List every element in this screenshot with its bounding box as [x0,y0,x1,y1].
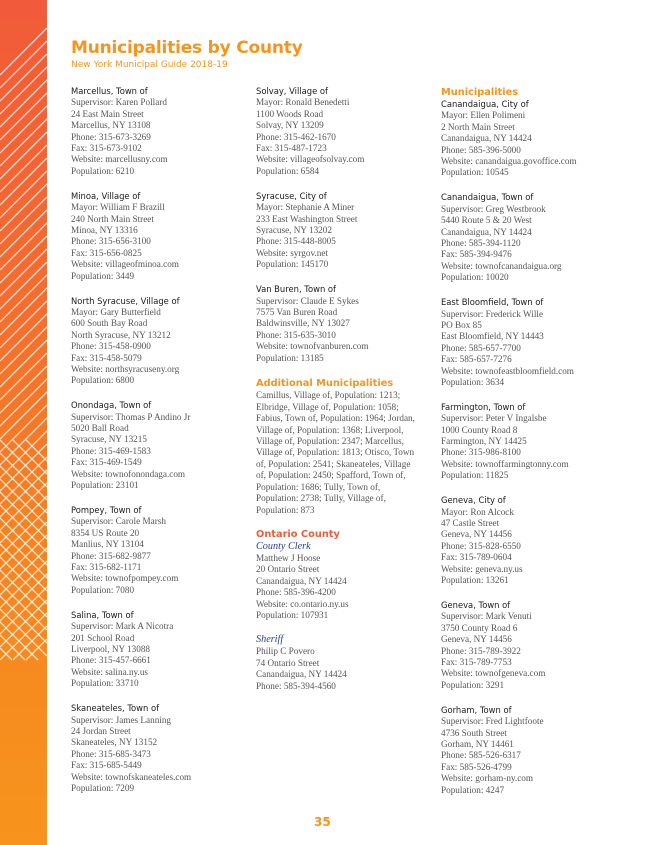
directory-entry [256,191,426,271]
entry-detail-line: Marcellus, NY 13108 [71,120,151,131]
entry-detail-line: 1100 Woods Road [256,108,324,119]
entry-detail-line: Website: townofpompey.com [71,573,179,584]
entry-detail-line: Website: townofskaneateles.com [71,771,192,782]
entry-name: Skaneateles, Town of [71,703,160,714]
directory-entry [71,191,241,282]
sheriff-line: 74 Ontario Street [256,657,320,668]
entry-detail-line: Mayor: Stephanie A Miner [256,202,355,213]
entry-detail-line: Fax: 315-656-0825 [71,247,142,258]
entry-detail-line: 47 Castle Street [441,518,500,528]
entry-detail-line: Supervisor: Karen Pollard [71,97,167,108]
column-3 [441,86,621,809]
entry-detail-line: Phone: 315-789-3922 [441,645,521,656]
entry-name: East Bloomfield, Town of [441,297,544,308]
entry-detail-line: 24 East Main Street [71,108,144,119]
entry-name: Canandaigua, City of [441,99,529,109]
entry-detail-line: Fax: 315-685-5449 [71,760,142,771]
directory-entry [71,86,241,177]
entry-detail-line: East Bloomfield, NY 14443 [441,331,544,342]
entry-detail-line: Website: salina.ny.us [71,666,148,677]
entry-detail-line: Population: 4247 [441,784,505,795]
entry-name: Syracuse, City of [256,190,327,201]
entry-name: Geneva, Town of [441,599,511,610]
entry-detail-line: 240 North Main Street [71,213,154,224]
entry-name: Minoa, Village of [71,190,141,201]
entry-name: Marcellus, Town of [71,86,148,96]
entry-detail-line: Phone: 315-682-9877 [71,550,151,561]
directory-entry [441,99,621,179]
entry-detail-line: Solvay, NY 13209 [256,120,324,131]
entry-detail-line: Phone: 315-986-8100 [441,447,521,458]
entry-detail-line: Fax: 315-673-9102 [71,143,142,154]
entry-detail-line: Farmington, NY 14425 [441,436,527,447]
entry-detail-line: Population: 13185 [256,352,324,363]
entry-detail-line: Population: 33710 [71,678,139,689]
county-clerk-line: Matthew J Hoose [256,552,321,563]
entry-name: North Syracuse, Village of [71,295,180,306]
entry-detail-line: Fax: 585-526-4799 [441,761,512,772]
entry-detail-line: North Syracuse, NY 13212 [71,329,171,340]
entry-detail-line: Baldwinsville, NY 13027 [256,318,350,329]
decorative-side-band [0,0,47,845]
entry-detail-line: Canandaigua, NY 14424 [441,133,532,144]
entry-name: Solvay, Village of [256,86,328,96]
entry-detail-line: Gorham, NY 14461 [441,738,514,749]
entry-detail-line: Supervisor: Claude E Sykes [256,295,359,306]
entry-name: Canandaigua, Town of [441,192,534,203]
directory-entry [256,284,426,364]
directory-entry [71,400,241,491]
county-clerk-line: Website: co.ontario.ny.us [256,598,349,609]
entry-detail-line: Supervisor: Carole Marsh [71,516,166,527]
entry-detail-line: Fax: 315-458-5079 [71,352,142,363]
entry-detail-line: Fax: 315-682-1171 [71,562,142,573]
page-title: Municipalities by County [71,38,303,58]
entry-detail-line: Population: 11825 [441,470,509,481]
entry-detail-line: Syracuse, NY 13215 [71,434,147,445]
entry-detail-line: 8354 US Route 20 [71,527,140,538]
directory-entry [71,296,241,387]
entry-detail-line: Mayor: Gary Butterfield [71,306,161,317]
county-clerk-details [256,553,426,621]
entry-detail-line: Canandaigua, NY 14424 [441,226,532,237]
municipalities-heading: Municipalities [441,87,519,98]
entry-name: Geneva, City of [441,495,506,506]
entry-detail-line: Supervisor: Peter V Ingalsbe [441,413,547,424]
entry-detail-line: Website: gorham-ny.com [441,773,534,784]
entry-detail-line: Website: villageofsolvay.com [256,154,365,165]
entry-detail-line: Syracuse, NY 13202 [256,224,332,235]
county-clerk-line: Phone: 585-396-4200 [256,587,336,598]
sheriff-line: Canandaigua, NY 14424 [256,669,347,680]
directory-entry [441,495,621,586]
entry-detail-line: 5440 Route 5 & 20 West [441,215,532,226]
entry-detail-line: Mayor: William F Brazill [71,202,165,213]
entry-detail-line: Website: townofcanandaigua.org [441,260,562,271]
entry-detail-line: Website: townofonondaga.com [71,468,186,479]
entry-detail-line: Supervisor: James Lanning [71,714,172,725]
additional-municipalities-heading: Additional Municipalities [256,378,394,390]
entry-detail-line: Phone: 315-458-0900 [71,341,151,352]
column-1 [71,86,241,808]
entry-detail-line: Fax: 585-394-9476 [441,249,512,260]
directory-entry [441,192,621,283]
entry-detail-line: 7575 Van Buren Road [256,306,338,317]
entry-detail-line: 4736 South Street [441,727,507,738]
entry-detail-line: Supervisor: Mark Venuti [441,611,532,622]
entry-detail-line: Website: villageofminoa.com [71,259,179,270]
entry-detail-line: Fax: 315-789-7753 [441,656,512,667]
column-3-entries [441,99,621,796]
entry-detail-line: Supervisor: Frederick Wille [441,308,544,319]
entry-detail-line: Phone: 315-673-3269 [71,131,151,142]
entry-detail-line: Phone: 315-828-6550 [441,540,521,551]
entry-detail-line: 233 East Washington Street [256,213,358,224]
entry-name: Salina, Town of [71,609,134,620]
directory-entry [441,402,621,482]
entry-detail-line: Population: 7080 [71,584,135,595]
entry-detail-line: Liverpool, NY 13088 [71,643,151,654]
directory-entry [441,705,621,796]
entry-detail-line: Fax: 315-789-0604 [441,552,512,563]
entry-detail-line: Population: 10545 [441,167,509,178]
entry-detail-line: Supervisor: Mark A Nicotra [71,621,174,632]
entry-name: Gorham, Town of [441,704,512,715]
entry-detail-line: Website: canandaigua.govoffice.com [441,156,577,167]
entry-name: Onondaga, Town of [71,400,152,411]
directory-entry [71,703,241,794]
entry-detail-line: Mayor: Ronald Benedetti [256,97,350,108]
entry-detail-line: Fax: 315-469-1549 [71,457,142,468]
entry-detail-line: Website: townofeastbloomfield.com [441,365,574,376]
county-clerk-line: 20 Ontario Street [256,564,320,575]
entry-detail-line: Manlius, NY 13104 [71,539,144,550]
sheriff-details [256,646,426,692]
entry-detail-line: Population: 13261 [441,575,509,586]
page-number: 35 [314,815,331,829]
entry-detail-line: Mayor: Ron Alcock [441,506,514,517]
entry-detail-line: Phone: 315-462-1670 [256,131,336,142]
county-clerk-line: Canandaigua, NY 14424 [256,575,347,586]
sheriff-line: Phone: 585-394-4560 [256,680,336,691]
additional-municipalities-text: Camillus, Village of, Population: 1213; Elbridge, Village of, Population: 1058; Fabius, Town of, Population: 1964; Jordan, Village of, Population: 1368; Liverpool, Village of, Population: 2347; Marcellus, Village of, Population: 1813; Otisco, Town of, Population: 2541; Skaneateles, Village of, Population: 2450; Spafford, Town of, Population: 1686; Tully, Town of, Population: 2738; Tully, Village of, Population: 873 [256,390,415,515]
page-subtitle: New York Municipal Guide 2018-19 [71,60,228,70]
entry-detail-line: Phone: 585-526-6317 [441,750,521,761]
directory-entry [71,505,241,596]
directory-entry [256,86,426,177]
entry-detail-line: Population: 145170 [256,259,329,270]
county-clerk-line: Population: 107931 [256,609,329,620]
entry-detail-line: Population: 3291 [441,679,505,690]
entry-detail-line: 1000 County Road 8 [441,424,518,435]
entry-name: Van Buren, Town of [256,284,336,295]
entry-detail-line: Mayor: Ellen Polimeni [441,110,526,121]
entry-detail-line: Phone: 585-394-1120 [441,237,521,248]
entry-detail-line: Population: 6210 [71,165,135,176]
entry-detail-line: Fax: 315-487-1723 [256,143,327,154]
entry-detail-line: 2 North Main Street [441,121,515,132]
entry-detail-line: 5020 Ball Road [71,423,129,434]
entry-name: Pompey, Town of [71,505,142,515]
entry-detail-line: Population: 6584 [256,165,320,176]
entry-detail-line: Website: townofvanburen.com [256,341,369,352]
entry-detail-line: Fax: 585-657-7276 [441,354,512,365]
entry-detail-line: Website: northsyracuseny.org [71,363,180,374]
directory-entry [71,610,241,690]
entry-detail-line: Phone: 315-448-8005 [256,236,336,247]
entry-detail-line: Website: geneva.ny.us [441,563,523,574]
entry-detail-line: Website: syrgov.net [256,247,328,258]
entry-detail-line: Supervisor: Thomas P Andino Jr [71,411,191,422]
entry-detail-line: 24 Jordan Street [71,725,131,736]
entry-detail-line: Geneva, NY 14456 [441,634,512,645]
sheriff-line: Philip C Povero [256,646,315,657]
entry-detail-line: Skaneateles, NY 13152 [71,737,158,748]
column-2-entries [256,86,426,364]
entry-detail-line: Website: townofgeneva.com [441,668,546,679]
entry-detail-line: Supervisor: Greg Westbrook [441,203,546,214]
entry-detail-line: 201 School Road [71,632,135,643]
entry-detail-line: Population: 3449 [71,270,135,281]
entry-detail-line: Population: 7209 [71,782,135,793]
ontario-county-heading: Ontario County [256,528,340,540]
entry-detail-line: Phone: 315-656-3100 [71,236,151,247]
directory-entry [441,600,621,691]
entry-detail-line: Supervisor: Fred Lightfoote [441,716,544,727]
entry-detail-line: 600 South Bay Road [71,318,148,329]
entry-detail-line: Minoa, NY 13316 [71,224,138,235]
entry-detail-line: Phone: 585-657-7700 [441,342,521,353]
entry-detail-line: PO Box 85 [441,319,482,330]
entry-detail-line: Population: 6800 [71,375,135,386]
entry-name: Farmington, Town of [441,401,526,412]
entry-detail-line: Geneva, NY 14456 [441,529,512,540]
entry-detail-line: Population: 23101 [71,480,139,491]
entry-detail-line: Phone: 585-396-5000 [441,144,521,155]
entry-detail-line: Website: townoffarmingtonny.com [441,458,569,469]
directory-entry [441,297,621,388]
entry-detail-line: Phone: 315-457-6661 [71,655,151,666]
sheriff-label: Sheriff [256,634,284,646]
lattice-pattern [0,0,47,845]
entry-detail-line: Phone: 315-685-3473 [71,748,151,759]
column-2 [256,86,426,692]
entry-detail-line: Website: marcellusny.com [71,154,168,165]
county-clerk-label: County Clerk [256,540,311,552]
entry-detail-line: Population: 10020 [441,272,509,283]
entry-detail-line: Phone: 315-635-3010 [256,329,336,340]
entry-detail-line: Population: 3634 [441,376,505,387]
entry-detail-line: 3750 County Road 6 [441,622,518,633]
entry-detail-line: Phone: 315-469-1583 [71,445,151,456]
